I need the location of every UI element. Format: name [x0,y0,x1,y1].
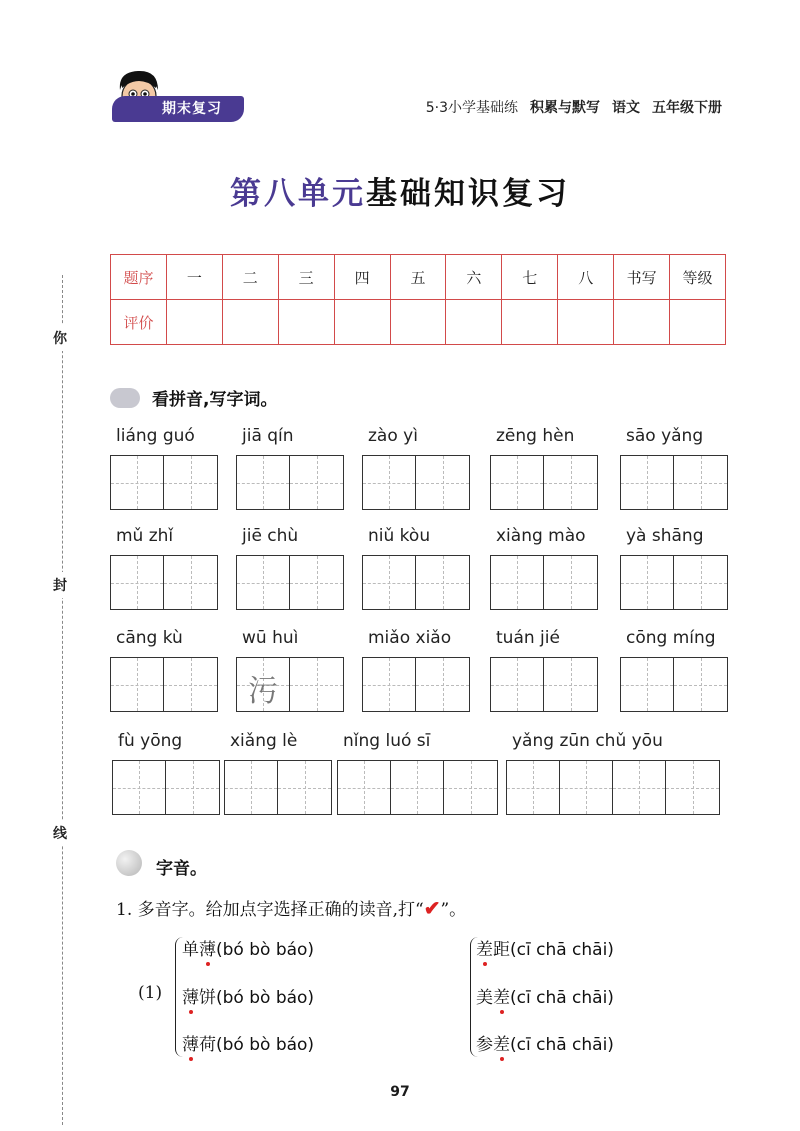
pinyin-label: wū huì [242,628,299,648]
writing-cell[interactable] [111,456,164,509]
pinyin-label: fù yōng [118,731,183,751]
dotted-char: 薄 [182,988,199,1008]
score-table-eval-row [111,300,726,345]
writing-cell[interactable] [363,658,416,711]
writing-cell[interactable] [237,456,290,509]
eval-cell[interactable] [502,300,558,345]
section-two-badge-icon [116,850,142,876]
grade-name: 五年级下册 [652,100,722,116]
writing-grid [112,760,220,815]
pinyin-label: nǐng luó sī [343,731,431,751]
eval-row-label: 评价 [111,300,167,345]
score-table [110,254,726,345]
binding-mark-xian: 线 [53,820,67,846]
writing-cell[interactable] [278,761,331,814]
writing-cell[interactable] [416,556,469,609]
writing-cell[interactable] [164,556,217,609]
writing-cell[interactable] [621,556,674,609]
pinyin-label: liáng guó [116,426,195,446]
page-number: 97 [390,1084,410,1100]
item-char: 荷 [199,1035,216,1055]
writing-cell[interactable] [290,556,343,609]
score-row-label: 题序 [111,255,167,300]
pinyin-label: sāo yǎng [626,426,704,446]
eval-cell[interactable] [670,300,726,345]
writing-cell[interactable] [613,761,666,814]
polyphone-item [182,1030,314,1055]
title-rest: 基础知识复习 [366,176,570,212]
pinyin-label: yà shāng [626,526,704,546]
eval-cell[interactable] [278,300,334,345]
score-col: 四 [334,255,390,300]
dotted-char: 差 [493,988,510,1008]
subject-name: 语文 [612,100,640,116]
binding-mark-feng: 封 [53,572,67,598]
writing-cell[interactable] [363,556,416,609]
dotted-char: 差 [476,940,493,960]
writing-cell[interactable] [416,658,469,711]
pinyin-options[interactable]: (cī chā chāi) [510,940,614,960]
question-one-post: ”。 [440,900,467,920]
writing-cell[interactable] [491,456,544,509]
section-two-title: 字音。 [156,859,207,879]
writing-cell[interactable] [416,456,469,509]
writing-cell[interactable] [338,761,391,814]
pinyin-label: xiàng mào [496,526,586,546]
polyphone-item [476,1030,614,1055]
writing-grid [620,555,728,610]
writing-cell[interactable] [225,761,278,814]
score-col: 三 [278,255,334,300]
writing-cell[interactable] [164,456,217,509]
writing-grid [236,657,344,712]
pinyin-options[interactable]: (cī chā chāi) [510,1035,614,1055]
section-one-title: 看拼音,写字词。 [152,390,278,410]
score-col: 六 [446,255,502,300]
final-review-tag: 期末复习 [112,96,244,122]
writing-cell[interactable] [290,456,343,509]
score-col: 八 [558,255,614,300]
item-char: 单 [182,940,199,960]
writing-cell[interactable] [491,556,544,609]
item-char: 饼 [199,988,216,1008]
writing-cell[interactable] [290,658,343,711]
item-char: 参 [476,1035,493,1055]
binding-mark-ni: 你 [53,325,67,351]
score-table-header-row [111,255,726,300]
score-col: 一 [166,255,222,300]
writing-cell[interactable] [544,556,597,609]
writing-cell[interactable] [544,658,597,711]
writing-cell[interactable] [491,658,544,711]
writing-cell[interactable] [237,658,290,711]
dotted-char: 薄 [199,940,216,960]
pinyin-label: cōng míng [626,628,716,648]
eval-cell[interactable] [166,300,222,345]
writing-grid [236,455,344,510]
pinyin-label: jiā qín [242,426,294,446]
writing-grid [620,455,728,510]
score-col: 五 [390,255,446,300]
writing-cell[interactable] [113,761,166,814]
writing-cell[interactable] [166,761,219,814]
score-col: 二 [222,255,278,300]
score-col: 等级 [670,255,726,300]
writing-grid [490,455,598,510]
writing-cell[interactable] [237,556,290,609]
polyphone-item [182,935,314,960]
book-name: 积累与默写 [530,100,600,116]
item-char: 距 [493,940,510,960]
pinyin-label: jiē chù [242,526,299,546]
writing-cell[interactable] [560,761,613,814]
writing-grid [236,555,344,610]
writing-grid [337,760,498,815]
dotted-char: 差 [493,1035,510,1055]
pinyin-label: mǔ zhǐ [116,526,174,546]
item-char: 美 [476,988,493,1008]
eval-cell[interactable] [222,300,278,345]
checkmark-icon: ✔ [423,896,441,920]
binding-line [62,275,63,1125]
polyphone-item [476,983,614,1008]
writing-grid [362,555,470,610]
pinyin-label: yǎng zūn chǔ yōu [512,731,663,751]
eval-cell[interactable] [390,300,446,345]
writing-grid [506,760,720,815]
pinyin-options[interactable]: (bó bò báo) [216,988,315,1008]
pinyin-options[interactable]: (cī chā chāi) [510,988,614,1008]
writing-grid [110,657,218,712]
eval-cell[interactable] [614,300,670,345]
writing-cell[interactable] [666,761,719,814]
pinyin-label: tuán jié [496,628,560,648]
polyphone-item [476,935,614,960]
score-col: 书写 [614,255,670,300]
writing-grid [224,760,332,815]
eval-cell[interactable] [446,300,502,345]
pinyin-label: zào yì [368,426,418,446]
writing-cell[interactable] [674,658,727,711]
polyphone-item [182,983,314,1008]
writing-grid [620,657,728,712]
written-character: 污 [248,674,278,709]
sub-question-number: (1) [138,983,163,1003]
pinyin-options[interactable]: (bó bò báo) [216,940,315,960]
pinyin-label: cāng kù [116,628,183,648]
writing-cell[interactable] [164,658,217,711]
writing-cell[interactable] [621,658,674,711]
writing-grid [110,555,218,610]
writing-cell[interactable] [444,761,497,814]
writing-cell[interactable] [621,456,674,509]
writing-cell[interactable] [674,456,727,509]
writing-grid [362,657,470,712]
writing-cell[interactable] [507,761,560,814]
writing-grid [490,657,598,712]
series-name: 5·3小学基础练 [425,100,518,116]
section-one-badge-icon [110,388,140,408]
title-unit: 第八单元 [230,176,366,212]
eval-cell[interactable] [558,300,614,345]
book-series-header [426,97,722,117]
question-one-prompt [116,895,466,920]
score-col: 七 [502,255,558,300]
pinyin-label: xiǎng lè [230,731,298,751]
page-title [0,168,800,213]
writing-cell[interactable] [363,456,416,509]
writing-grid [490,555,598,610]
pinyin-label: miǎo xiǎo [368,628,452,648]
writing-cell[interactable] [111,556,164,609]
writing-cell[interactable] [391,761,444,814]
dotted-char: 薄 [182,1035,199,1055]
pinyin-label: zēng hèn [496,426,575,446]
writing-cell[interactable] [111,658,164,711]
writing-grid [110,455,218,510]
writing-cell[interactable] [674,556,727,609]
writing-cell[interactable] [544,456,597,509]
writing-grid [362,455,470,510]
question-one-pre: 1. 多音字。给加点字选择正确的读音,打“ [116,900,424,920]
pinyin-label: niǔ kòu [368,526,431,546]
eval-cell[interactable] [334,300,390,345]
pinyin-options[interactable]: (bó bò báo) [216,1035,315,1055]
